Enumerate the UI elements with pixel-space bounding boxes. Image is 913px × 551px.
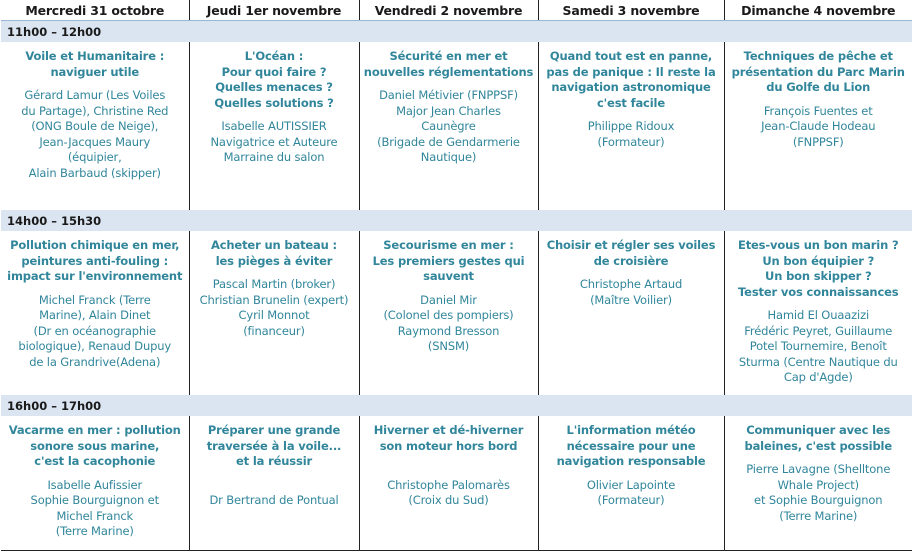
session-speakers: Hamid El Ouaazizi Frédéric Peyret, Guillaume Potel Tournemire, Benoît Sturma (Centre Nautique du Cap d'Agde) xyxy=(738,308,898,384)
session-title: Voile et Humanitaire : naviguer utile xyxy=(25,49,165,79)
session-cell xyxy=(538,42,724,210)
schedule-table xyxy=(1,0,912,551)
session-title: Quand tout est en panne, pas de panique : Il reste la navigation astronomique c'est facile xyxy=(546,49,716,110)
session-cell xyxy=(189,416,359,551)
session-speakers: Philippe Ridoux (Formateur) xyxy=(587,119,675,149)
session-title: Sécurité en mer et nouvelles réglementations xyxy=(363,49,534,79)
session-cell xyxy=(724,42,912,210)
time-slot-label: 11h00 – 12h00 xyxy=(1,21,912,43)
session-speakers: Gérard Lamur (Les Voiles du Partage), Christine Red (ONG Boule de Neige), Jean-Jacques Maury (équipier, Alain Barbaud (skipper) xyxy=(21,88,169,180)
time-slot-label: 16h00 – 17h00 xyxy=(1,395,912,416)
session-cell xyxy=(359,416,538,551)
session-row xyxy=(1,416,912,551)
day-header-wednesday: Mercredi 31 octobre xyxy=(1,0,189,21)
session-cell xyxy=(538,231,724,395)
session-speakers: Daniel Mir (Colonel des pompiers) Raymond Bresson (SNSM) xyxy=(383,292,514,353)
session-cell xyxy=(724,231,912,395)
session-title: L'Océan : Pour quoi faire ? Quelles menaces ? Quelles solutions ? xyxy=(214,49,334,110)
session-cell xyxy=(538,416,724,551)
session-cell xyxy=(359,42,538,210)
session-speakers: Michel Franck (Terre Marine), Alain Dinet (Dr en océanographie biologique), Renaud Dupuy de la Grandrive(Adena) xyxy=(18,292,172,369)
session-title: Vacarme en mer : pollution sonore sous marine, c'est la cacophonie xyxy=(8,423,181,468)
session-row xyxy=(1,42,912,210)
session-cell xyxy=(1,231,189,395)
day-header-friday: Vendredi 2 novembre xyxy=(359,0,538,21)
session-title: Etes-vous un bon marin ? Un bon équipier ? Un bon skipper ? Tester vos connaissances xyxy=(737,238,899,299)
day-header-saturday: Samedi 3 novembre xyxy=(538,0,724,21)
session-speakers: Isabelle AUTISSIER Navigatrice et Auteure Marraine du salon xyxy=(210,119,338,164)
session-cell xyxy=(724,416,912,551)
day-header-sunday: Dimanche 4 novembre xyxy=(724,0,912,21)
session-cell xyxy=(189,42,359,210)
session-title: L'information météo nécessaire pour une navigation responsable xyxy=(556,423,706,468)
day-header-row xyxy=(1,0,912,21)
session-cell xyxy=(1,416,189,551)
session-title: Préparer une grande traversée à la voile... et la réussir xyxy=(206,423,342,468)
session-speakers: François Fuentes et Jean-Claude Hodeau (FNPPSF) xyxy=(761,103,876,149)
session-speakers: Daniel Métivier (FNPPSF) Major Jean Charles Caunègre (Brigade de Gendarmerie Nautique) xyxy=(377,88,520,164)
time-slot-row xyxy=(1,395,912,416)
session-title: Acheter un bateau : les pièges à éviter xyxy=(210,238,338,268)
time-slot-row xyxy=(1,210,912,231)
session-cell xyxy=(359,231,538,395)
session-speakers: Isabelle Aufissier Sophie Bourguignon et Michel Franck (Terre Marine) xyxy=(30,477,159,538)
session-speakers: Christophe Artaud (Maître Voilier) xyxy=(579,277,683,307)
session-speakers: Olivier Lapointe (Formateur) xyxy=(586,477,676,507)
day-header-thursday: Jeudi 1er novembre xyxy=(189,0,359,21)
session-cell xyxy=(189,231,359,395)
session-title: Secourisme en mer : Les premiers gestes qui sauvent xyxy=(372,238,525,283)
session-row xyxy=(1,231,912,395)
session-speakers: Pascal Martin (broker) Christian Brunelin (expert) Cyril Monnot (financeur) xyxy=(199,277,349,338)
time-slot-label: 14h00 – 15h30 xyxy=(1,210,912,231)
session-title: Techniques de pêche et présentation du Parc Marin du Golfe du Lion xyxy=(731,49,905,94)
session-speakers: Pierre Lavagne (Shelltone Whale Project) et Sophie Bourguignon (Terre Marine) xyxy=(746,462,891,523)
session-title: Choisir et régler ses voiles de croisière xyxy=(546,238,716,268)
session-title: Communiquer avec les baleines, c'est possible xyxy=(744,423,892,453)
session-title: Pollution chimique en mer, peintures anti-fouling : impact sur l'environnement xyxy=(7,238,183,283)
session-speakers: Dr Bertrand de Pontual xyxy=(209,493,339,507)
session-cell xyxy=(1,42,189,210)
time-slot-row xyxy=(1,21,912,43)
session-title: Hiverner et dé-hiverner son moteur hors bord xyxy=(373,423,524,453)
session-speakers: Christophe Palomarès (Croix du Sud) xyxy=(387,477,510,507)
